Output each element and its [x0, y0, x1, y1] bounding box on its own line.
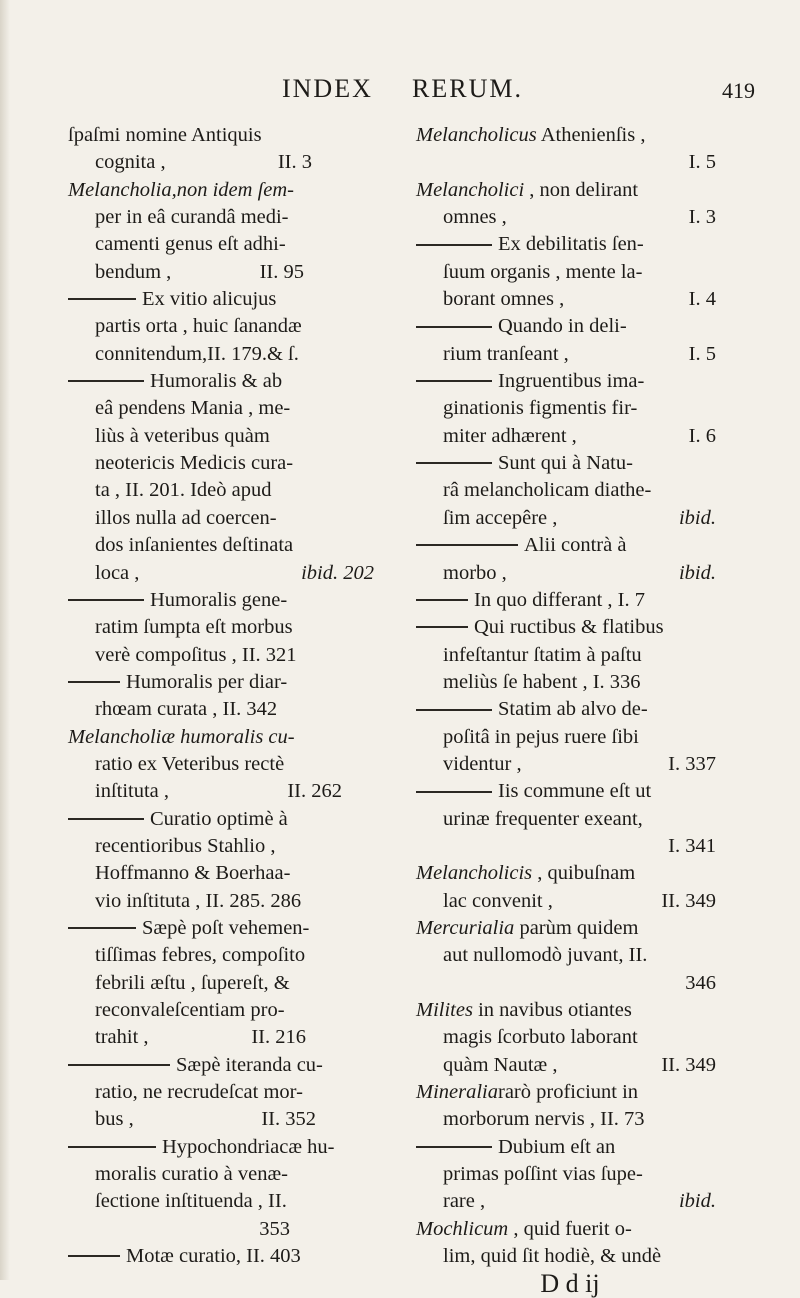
index-line: Motæ curatio, II. 403 [68, 1243, 374, 1270]
header-index: INDEX [282, 74, 373, 103]
index-line: loca , ibid. 202 [95, 561, 374, 584]
index-line: ſectione inſtituenda , II. [95, 1190, 287, 1213]
index-line: Hoffmanno & Boerhaa- [95, 862, 291, 885]
index-line: Dubium eſt an [416, 1134, 724, 1161]
index-line: râ melancholicam diathe- [443, 479, 652, 502]
index-line: Mochlicum , quid fuerit o- [416, 1217, 632, 1240]
index-line: Mercurialia parùm quidem [416, 916, 639, 939]
index-line: ratio, ne recrudeſcat mor- [95, 1081, 303, 1104]
index-line: vio inſtituta , II. 285. 286 [95, 889, 302, 912]
index-line: bendum , II. 95 [95, 260, 304, 283]
index-line: ſuum organis , mente la- [443, 260, 643, 283]
index-line: borant omnes , I. 4 [443, 288, 716, 311]
index-line: liùs à veteribus quàm [95, 424, 270, 447]
index-line: Sunt qui à Natu- [416, 450, 724, 477]
left-column [68, 122, 374, 1270]
running-header [0, 74, 800, 114]
index-line: magis ſcorbuto laborant [443, 1026, 638, 1049]
index-line: Mineraliararò proficiunt in [416, 1081, 639, 1104]
index-line: Sæpè poſt vehemen- [68, 915, 374, 942]
index-line: videntur , I. 337 [443, 752, 716, 775]
index-line: ta , II. 201. Ideò apud [95, 479, 272, 502]
index-line: trahit , II. 216 [95, 1026, 306, 1049]
page-edge-shadow [0, 0, 10, 1280]
index-line: Ex debilitatis ſen- [416, 231, 724, 258]
index-line: aut nullomodò juvant, II. [443, 944, 648, 967]
index-line: quàm Nautæ , II. 349 [443, 1053, 716, 1076]
index-line: recentioribus Stahlio , [95, 834, 276, 857]
index-line: camenti genus eſt adhi- [95, 233, 286, 256]
index-line: reconvaleſcentiam pro- [95, 999, 285, 1021]
index-line: Statim ab alvo de- [416, 696, 724, 723]
index-line: primas poſſint vias ſupe- [443, 1163, 643, 1186]
index-line: illos nulla ad coercen- [95, 506, 277, 529]
index-line: ſim accepêre , ibid. [443, 506, 716, 529]
index-line: Melancholici , non delirant [416, 178, 639, 201]
index-line: infeſtantur ſtatim à paſtu [443, 643, 642, 666]
index-line: morbo , ibid. [443, 561, 716, 584]
index-line: In quo differant , I. 7 [416, 587, 724, 614]
index-line: febrili æſtu , ſupereſt, & [95, 971, 290, 994]
index-line: lim, quid ſit hodiè, & undè [443, 1245, 662, 1268]
index-line: rare , ibid. [443, 1190, 716, 1213]
index-line: ratio ex Veteribus rectè [95, 752, 285, 775]
index-line: rium tranſeant , I. 5 [443, 342, 716, 365]
index-line: Alii contrà à [416, 532, 724, 559]
index-line: partis orta , huic ſanandæ [95, 315, 302, 338]
header-rerum: RERUM. [412, 74, 523, 103]
index-line: 353 [259, 1217, 290, 1240]
index-line: verè compoſitus , II. 321 [95, 643, 297, 666]
index-line: miter adhærent , I. 6 [443, 424, 716, 447]
index-line: bus , II. 352 [95, 1108, 316, 1131]
index-line: moralis curatio à venæ- [95, 1163, 288, 1186]
index-line: omnes , I. 3 [443, 206, 716, 229]
index-line: inſtituta , II. 262 [95, 780, 342, 803]
index-line: meliùs ſe habent , I. 336 [443, 670, 641, 693]
index-line: Curatio optimè à [68, 806, 374, 833]
index-line: morborum nervis , II. 73 [443, 1108, 645, 1131]
index-line: tiſſimas febres, compoſito [95, 944, 306, 967]
index-line: Humoralis per diar- [68, 669, 374, 696]
index-line: eâ pendens Mania , me- [95, 397, 291, 420]
index-line: Humoralis & ab [68, 368, 374, 395]
index-line: cognita , II. 3 [95, 151, 312, 174]
index-line: dos inſanientes deſtinata [95, 534, 294, 557]
index-line: ſpaſmi nomine Antiquis [68, 124, 262, 146]
index-line: Humoralis gene- [68, 587, 374, 614]
index-line: rhœam curata , II. 342 [95, 698, 278, 721]
index-line: Hypochondriacæ hu- [68, 1134, 374, 1161]
index-line: I. 341 [668, 834, 716, 857]
index-line: connitendum,II. 179.& ſ. [95, 342, 299, 365]
index-line: per in eâ curandâ medi- [95, 206, 289, 229]
index-line: Iis commune eſt ut [416, 778, 724, 805]
index-line: ratim ſumpta eſt morbus [95, 616, 293, 639]
index-line: urinæ frequenter exeant, [443, 807, 643, 830]
page-number: 419 [722, 78, 755, 103]
index-line: Melancholiæ humoralis cu- [68, 725, 295, 748]
index-line: Milites in navibus otiantes [416, 999, 632, 1021]
index-line: poſitâ in pejus ruere ſibi [443, 725, 639, 748]
index-line: ginationis figmentis fir- [443, 397, 638, 420]
index-line: Quando in deli- [416, 313, 724, 340]
index-line: 346 [685, 971, 716, 994]
index-line: Sæpè iteranda cu- [68, 1052, 374, 1079]
index-line: lac convenit , II. 349 [443, 889, 716, 912]
index-line: Ingruentibus ima- [416, 368, 724, 395]
index-line: Ex vitio alicujus [68, 286, 374, 313]
index-line: neotericis Medicis cura- [95, 452, 294, 475]
signature-mark: D d ij [540, 1269, 600, 1298]
index-line: Qui ructibus & flatibus [416, 614, 724, 641]
right-column [416, 122, 724, 1298]
index-line: Melancholia,non idem ſem- [68, 178, 295, 201]
index-line: Melancholicis , quibuſnam [416, 862, 636, 885]
index-line: I. 5 [688, 151, 716, 174]
index-line: Melancholicus Athenienſis , [416, 124, 646, 146]
